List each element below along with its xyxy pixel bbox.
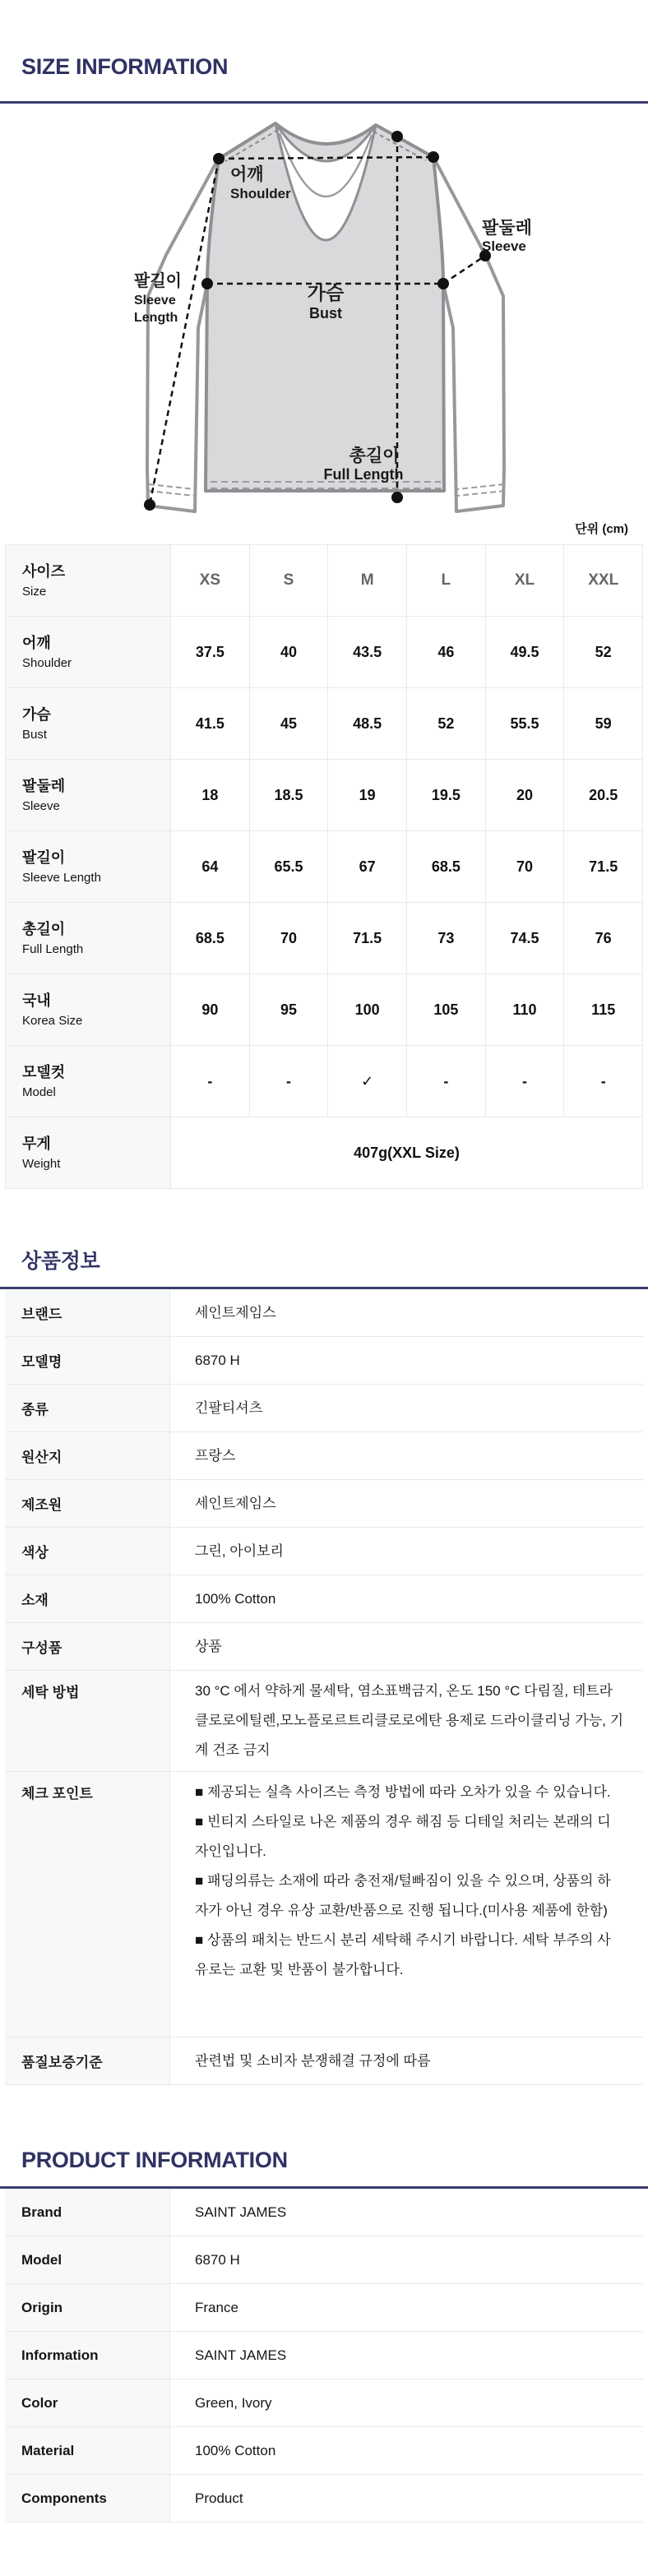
measurement-label-en: Model [22,1085,56,1099]
measurement-label-ko: 국내 [22,992,51,1009]
size-value-cell: 40 [249,617,328,687]
info-value: 상품 [195,1638,222,1654]
size-value-cell: 52 [406,688,485,759]
size-value-cell: 90 [170,974,249,1045]
check-point-item: ■ 상품의 패치는 반드시 분리 세탁해 주시기 바랍니다. 세탁 부주의 사유로는 교환 및 반품이 불가합니다. [195,1932,611,1977]
size-value-cell: 45 [249,688,328,759]
size-value-cell: 68.5 [170,903,249,974]
size-value-cell: 20.5 [563,760,642,830]
info-row [5,1575,643,1623]
size-value-cell: 59 [563,688,642,759]
info-label: 종류 [5,1385,170,1431]
size-value-cell: 68.5 [406,831,485,902]
size-value-cell: - [170,1046,249,1117]
measurement-label [6,974,170,1045]
size-header-ko: 사이즈 [22,562,66,580]
info-value: 긴팔티셔츠 [195,1399,263,1416]
size-value-cell: - [563,1046,642,1117]
info-value: 6870 H [195,2251,240,2268]
info-value: 100% Cotton [195,2442,276,2458]
size-header-cell: XS [170,545,249,616]
size-value-cell: 73 [406,903,485,974]
weight-value-cell: 407g(XXL Size) [170,1117,642,1188]
size-value-cell: 55.5 [485,688,564,759]
info-row [5,1289,643,1337]
size-header-en: Size [22,584,47,599]
size-value-cell: 105 [406,974,485,1045]
size-value-cell: - [249,1046,328,1117]
size-header-cell: L [406,545,485,616]
info-row [5,2475,643,2523]
check-point-item: ■ 빈티지 스타일로 나온 제품의 경우 해짐 등 디테일 처리는 본래의 디자인입니다. [195,1814,611,1859]
info-label: Material [5,2427,170,2474]
weight-label [6,1117,170,1188]
size-value-cell: 71.5 [563,831,642,902]
diagram-sleeve-label-ko: 팔둘레 [482,219,532,238]
size-value-cell: ✓ [327,1046,406,1117]
info-row [5,2236,643,2284]
info-label: 색상 [5,1528,170,1575]
product-info-ko-table [5,1289,643,2085]
size-value-cell: 65.5 [249,831,328,902]
measurement-label-en: Sleeve [22,798,60,813]
measurement-label-ko: 총길이 [22,920,66,937]
diagram-bust-label-en: Bust [309,305,342,321]
size-value-cell: 37.5 [170,617,249,687]
info-row [5,2379,643,2427]
size-value-cell: 70 [485,831,564,902]
check-point-item: ■ 제공되는 실측 사이즈는 측정 방법에 따라 오차가 있을 수 있습니다. [195,1784,611,1800]
size-value-cell: - [406,1046,485,1117]
weight-label-ko: 무게 [22,1135,51,1152]
diagram-sleeve-length-label-ko: 팔길이 [134,272,182,290]
info-value: 6870 H [195,1352,240,1368]
size-value-cell: 71.5 [327,903,406,974]
size-value-cell: 19.5 [406,760,485,830]
measurement-label-en: Full Length [22,941,84,956]
measurement-label [6,831,170,902]
size-header-cell: M [327,545,406,616]
info-value: 세인트제임스 [195,1304,276,1320]
info-label: 모델명 [5,1337,170,1384]
size-header-cell: XL [485,545,564,616]
size-value-cell: 19 [327,760,406,830]
info-value: France [195,2299,238,2315]
measurement-label-en: Shoulder [22,655,72,670]
size-table-header-row [6,545,642,617]
size-value-cell: 48.5 [327,688,406,759]
diagram-full-length-label-en: Full Length [323,466,404,483]
size-value-cell: 18 [170,760,249,830]
product-info-ko-title: 상품정보 [21,1250,100,1273]
section-divider [0,101,648,104]
measurement-label-en: Sleeve Length [22,870,101,885]
measurement-label [6,760,170,830]
measurement-label [6,903,170,974]
info-label: Origin [5,2284,170,2331]
info-row [5,2427,643,2475]
info-row [5,2284,643,2332]
size-header-cell: XXL [563,545,642,616]
info-row [5,1772,643,2037]
info-label: Brand [5,2189,170,2236]
diagram-sleeve-length-label-en1: Sleeve [134,294,176,308]
info-label: 체크 포인트 [5,1772,170,2037]
info-label: Color [5,2379,170,2426]
product-info-en-section [0,2144,648,2523]
info-value: Product [195,2490,243,2506]
size-table-row [6,903,642,974]
size-column-header [6,545,170,616]
measurement-label [6,617,170,687]
garment-measurement-diagram [110,115,538,510]
size-value-cell: 67 [327,831,406,902]
info-value: SAINT JAMES [195,2204,287,2220]
measurement-label-ko: 가슴 [22,705,51,723]
info-value: SAINT JAMES [195,2347,287,2363]
measurement-label [6,1046,170,1117]
info-value: 100% Cotton [195,1590,276,1607]
product-info-ko-section [0,1246,648,2085]
size-table-row [6,617,642,688]
size-value-cell: 70 [249,903,328,974]
info-value: 그린, 아이보리 [195,1542,284,1559]
measurement-label-ko: 모델컷 [22,1063,66,1080]
size-value-cell: 100 [327,974,406,1045]
diagram-sleeve-label-en: Sleeve [482,238,526,254]
info-label: 브랜드 [5,1289,170,1336]
diagram-shoulder-label-en: Shoulder [230,186,291,201]
product-info-en-title: PRODUCT INFORMATION [21,2148,288,2172]
size-value-cell: 20 [485,760,564,830]
weight-label-en: Weight [22,1156,61,1171]
size-table [5,544,643,1189]
measurement-label [6,688,170,759]
measurement-label-ko: 팔둘레 [22,777,66,794]
info-row [5,2332,643,2379]
unit-label: 단위 (cm) [575,522,628,536]
info-row [5,2037,643,2085]
info-value [170,1772,643,2037]
info-label: Information [5,2332,170,2379]
size-value-cell: 41.5 [170,688,249,759]
info-row [5,1385,643,1432]
size-table-row [6,974,642,1046]
info-label: 구성품 [5,1623,170,1670]
size-table-row [6,688,642,760]
size-value-cell: 46 [406,617,485,687]
size-value-cell: 43.5 [327,617,406,687]
size-information-title: SIZE INFORMATION [21,54,229,79]
info-row [5,1480,643,1528]
measurement-label-en: Bust [22,727,48,742]
size-table-row [6,1046,642,1117]
info-value: 세인트제임스 [195,1495,276,1511]
size-header-cell: S [249,545,328,616]
size-value-cell: 64 [170,831,249,902]
info-row [5,1623,643,1671]
diagram-bust-label-ko: 가슴 [307,282,345,303]
info-label: Model [5,2236,170,2283]
weight-row [6,1117,642,1189]
info-label: 품질보증기준 [5,2037,170,2084]
info-row [5,1337,643,1385]
size-value-cell: 110 [485,974,564,1045]
size-value-cell: 52 [563,617,642,687]
measurement-label-ko: 팔길이 [22,849,66,866]
measurement-label-en: Korea Size [22,1013,83,1028]
size-table-row [6,760,642,831]
info-row [5,1671,643,1772]
size-table-row [6,831,642,903]
info-label: Components [5,2475,170,2522]
info-value: 30 °C 에서 약하게 물세탁, 염소표백금지, 온도 150 °C 다림질, 테트라클로로에틸렌,모노플로르트리클로로에탄 용제로 드라이클리닝 가능, 기계 건조 금지 [195,1683,623,1758]
diagram-shoulder-label-ko: 어깨 [230,165,264,184]
size-value-cell: 74.5 [485,903,564,974]
diagram-full-length-label-ko: 총길이 [349,446,400,465]
diagram-sleeve-length-label-en2: Length [134,311,178,325]
size-value-cell: - [485,1046,564,1117]
info-row [5,2189,643,2236]
size-value-cell: 95 [249,974,328,1045]
info-value: Green, Ivory [195,2394,272,2411]
size-value-cell: 18.5 [249,760,328,830]
info-label: 소재 [5,1575,170,1622]
measurement-label-ko: 어깨 [22,634,51,651]
info-label: 원산지 [5,1432,170,1479]
info-row [5,1528,643,1575]
size-information-section [0,51,648,1189]
size-value-cell: 49.5 [485,617,564,687]
size-value-cell: 115 [563,974,642,1045]
info-label: 제조원 [5,1480,170,1527]
info-label: 세탁 방법 [5,1671,170,1771]
info-row [5,1432,643,1480]
size-value-cell: 76 [563,903,642,974]
info-value: 관련법 및 소비자 분쟁해결 규정에 따름 [195,2052,431,2069]
product-info-en-table [5,2189,643,2523]
info-value: 프랑스 [195,1447,236,1464]
check-point-item: ■ 패딩의류는 소재에 따라 충전재/털빠짐이 있을 수 있으며, 상품의 하자가 아닌 경우 유상 교환/반품으로 진행 됩니다.(미사용 제품에 한함) [195,1873,611,1918]
